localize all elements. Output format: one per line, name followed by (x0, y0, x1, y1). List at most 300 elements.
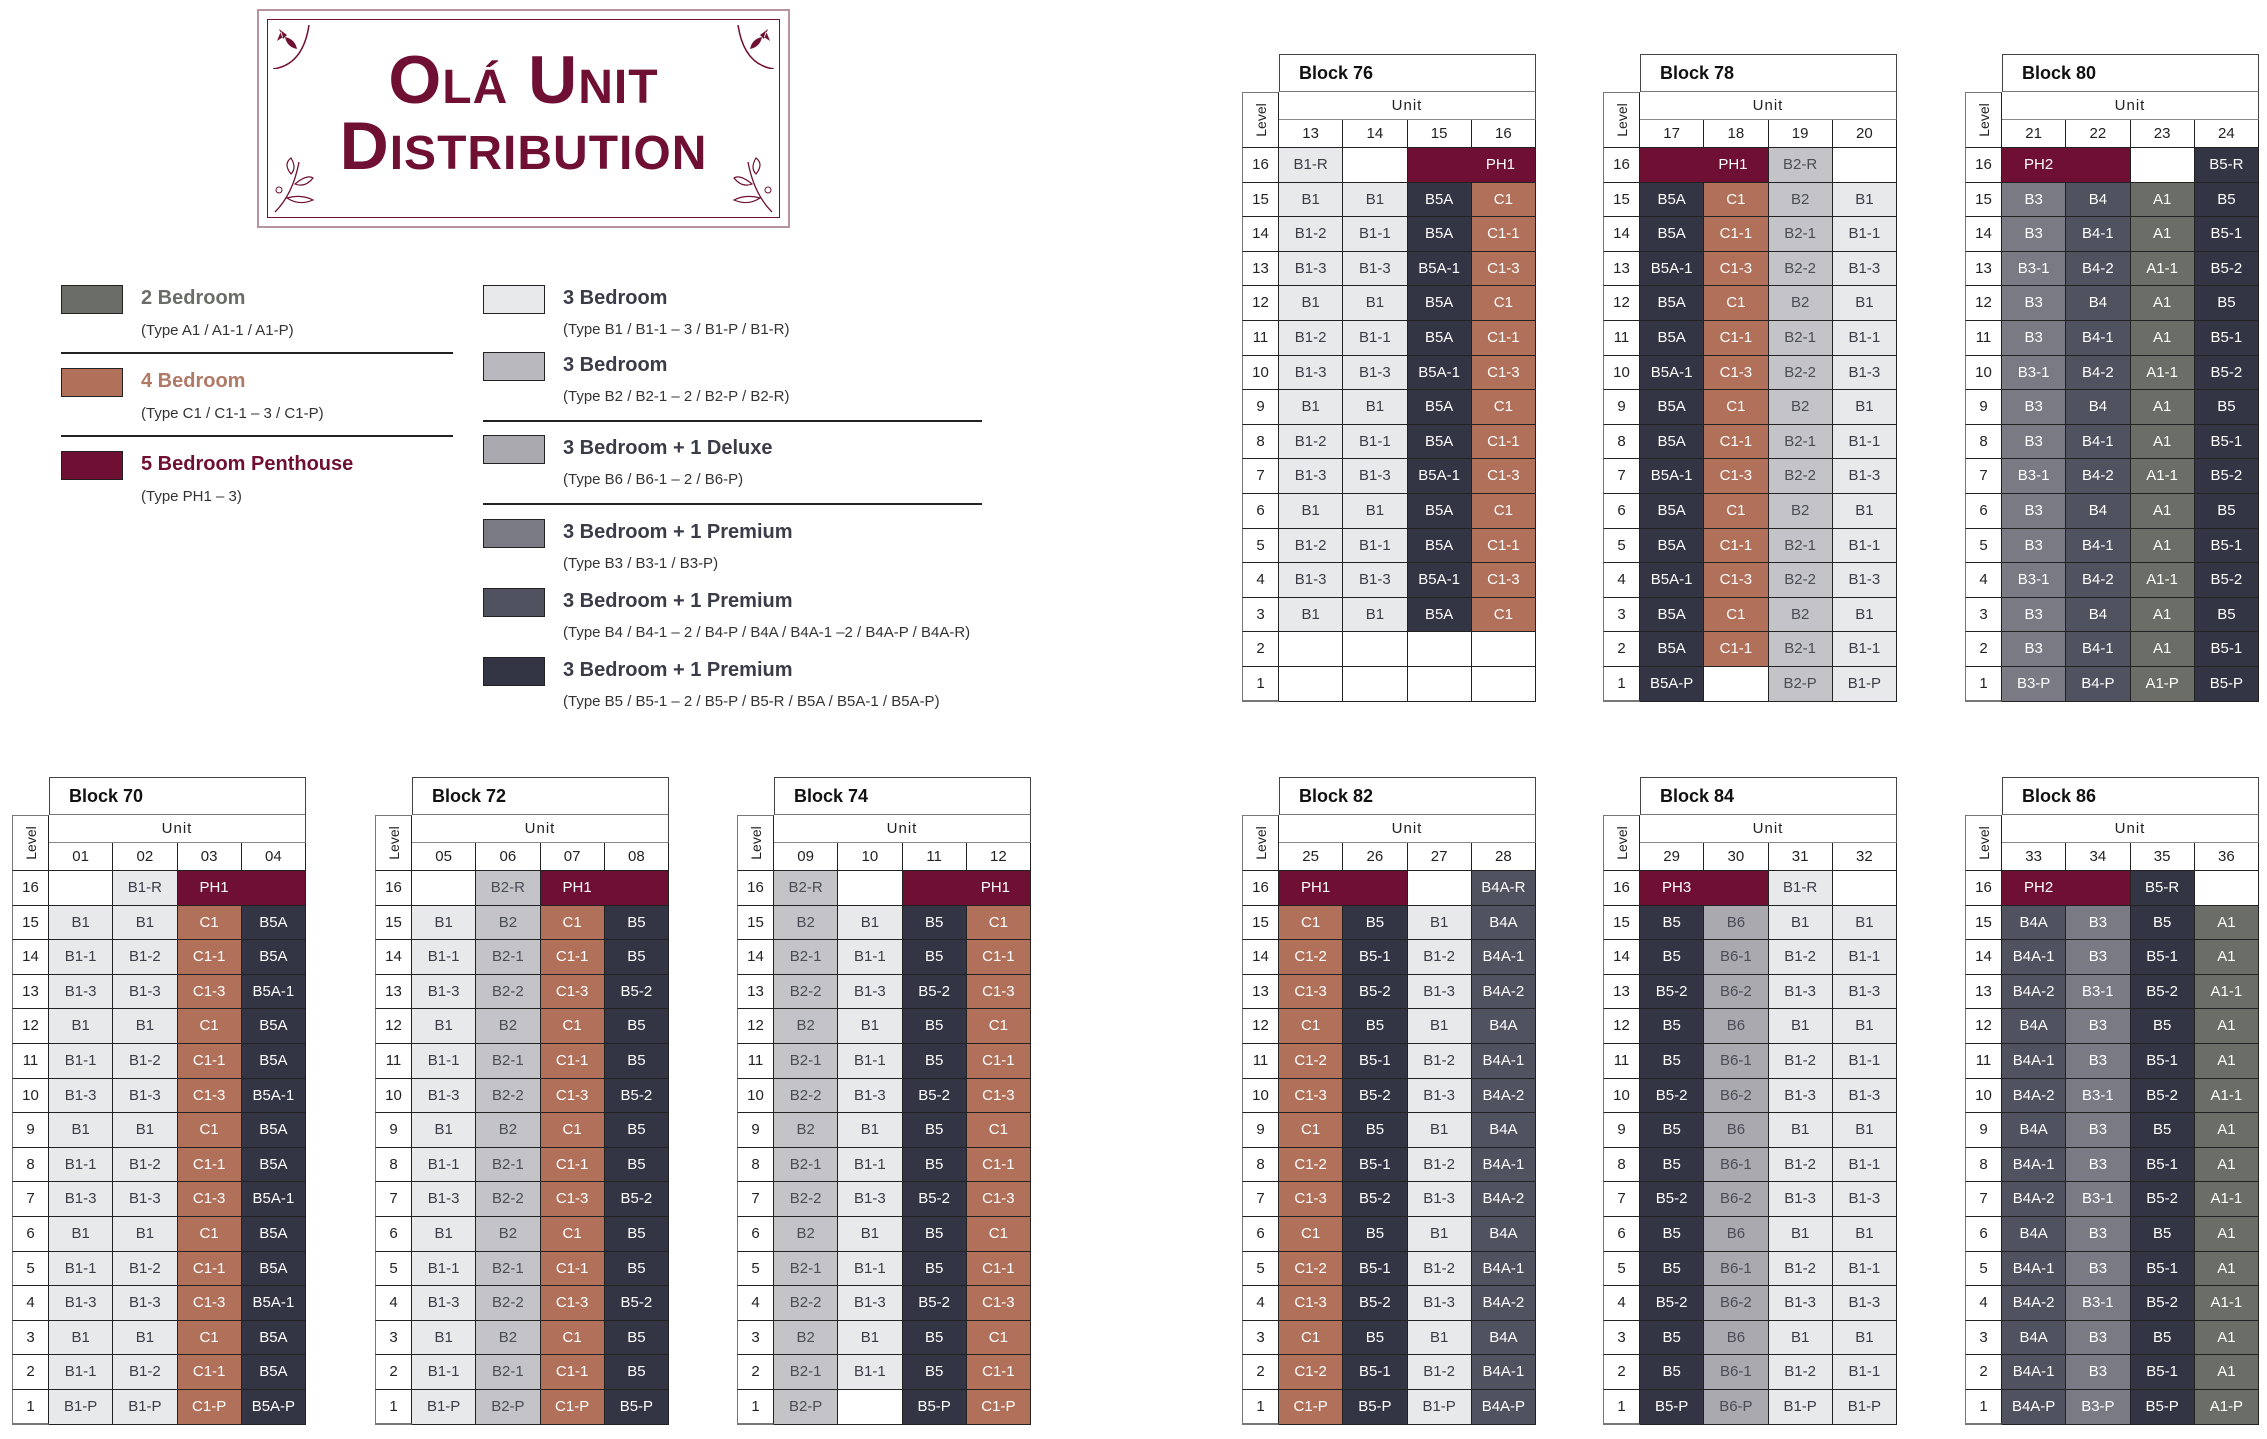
table-row (1965, 1182, 2259, 1217)
level-number: 16 (1603, 148, 1640, 183)
table-row (1603, 632, 1897, 667)
table-row (1965, 632, 2259, 667)
unit-number: 31 (1769, 843, 1833, 871)
unit-cell: B1 (49, 1113, 113, 1148)
unit-cell: B1-1 (49, 1044, 113, 1079)
table-row (375, 1321, 669, 1356)
unit-cell: B1-1 (1343, 217, 1407, 252)
unit-header: Unit (774, 815, 1031, 843)
unit-cell: B3-P (2002, 667, 2066, 702)
unit-cell: B3 (2066, 1009, 2130, 1044)
level-number: 8 (12, 1148, 49, 1183)
title-line-2: Distribution (339, 108, 708, 184)
unit-cell: B5A (1408, 321, 1472, 356)
unit-cell: B5-1 (1343, 1252, 1407, 1287)
unit-cell: B1-1 (1833, 1252, 1897, 1287)
unit-cell: B5 (2195, 183, 2259, 218)
level-number: 6 (1965, 1217, 2002, 1252)
level-number: 12 (1965, 1009, 2002, 1044)
unit-cell: B4A-2 (2002, 1286, 2066, 1321)
table-row (1965, 1148, 2259, 1183)
legend-sub: (Type B4 / B4-1 – 2 / B4-P / B4A / B4A-1 –2 / B4A-P / B4A-R) (563, 624, 971, 641)
table-row (1603, 906, 1897, 941)
unit-cell: B1-2 (113, 1252, 177, 1287)
unit-cell: C1 (1704, 390, 1768, 425)
unit-cell: C1 (1704, 494, 1768, 529)
unit-cell: B6 (1704, 1321, 1768, 1356)
level-number: 11 (12, 1044, 49, 1079)
level-rows (1965, 148, 2259, 702)
table-row (737, 1148, 1031, 1183)
level-number: 12 (1603, 1009, 1640, 1044)
table-row (1242, 1079, 1536, 1114)
unit-cell: B4A (2002, 1009, 2066, 1044)
unit-cell: B5 (605, 1044, 669, 1079)
unit-cell: B5-1 (2131, 1148, 2195, 1183)
level-number: 6 (1242, 494, 1279, 529)
unit-cell: B5 (903, 1217, 967, 1252)
table-row (1603, 494, 1897, 529)
level-number: 4 (1965, 563, 2002, 598)
level-header (1242, 815, 1279, 871)
level-number: 9 (1603, 1113, 1640, 1148)
unit-cell: B1 (412, 1321, 476, 1356)
level-number: 5 (1242, 1252, 1279, 1287)
legend-label: 3 Bedroom (563, 354, 668, 376)
page-title (259, 42, 788, 184)
unit-cell: C1-3 (1279, 1182, 1343, 1217)
level-number: 5 (1603, 529, 1640, 564)
unit-cell: B3 (2002, 494, 2066, 529)
level-header (1965, 92, 2002, 148)
level-rows (1242, 871, 1536, 1425)
unit-number: 34 (2066, 843, 2130, 871)
unit-cell: B1-P (113, 1390, 177, 1425)
level-number: 9 (1603, 390, 1640, 425)
unit-cell: A1 (2131, 632, 2195, 667)
unit-cell: B2 (774, 1009, 838, 1044)
table-row (1603, 321, 1897, 356)
unit-cell: B6-2 (1704, 975, 1768, 1010)
level-number: 11 (375, 1044, 412, 1079)
unit-cell: B5A (242, 940, 306, 975)
block-title: Block 84 (1640, 777, 1897, 815)
legend-label: 5 Bedroom Penthouse (141, 453, 354, 475)
unit-number: 29 (1640, 843, 1704, 871)
level-number: 1 (1603, 1390, 1640, 1425)
unit-cell: B5-2 (1343, 1182, 1407, 1217)
unit-cell: B1-2 (1408, 1044, 1472, 1079)
table-row (1242, 459, 1536, 494)
block-table-block-80 (1965, 54, 2259, 702)
unit-cell: B1 (412, 1113, 476, 1148)
unit-cell: B1 (1279, 598, 1343, 633)
unit-cell: C1-3 (1472, 563, 1536, 598)
level-number: 1 (737, 1390, 774, 1425)
unit-cell: B1-1 (1833, 529, 1897, 564)
unit-cell: B1 (1408, 906, 1472, 941)
unit-cell: B5A (242, 1217, 306, 1252)
unit-header: Unit (1279, 815, 1536, 843)
empty-cell (2195, 871, 2259, 906)
level-number: 5 (1965, 529, 2002, 564)
unit-cell: B1-1 (838, 1355, 902, 1390)
unit-cell: C1-3 (178, 1079, 242, 1114)
unit-cell: B5-2 (2131, 1079, 2195, 1114)
level-number: 6 (1603, 1217, 1640, 1252)
level-number: 6 (737, 1217, 774, 1252)
block-title: Block 76 (1279, 54, 1536, 92)
table-row (1603, 1148, 1897, 1183)
level-number: 10 (1965, 1079, 2002, 1114)
level-number: 13 (1603, 252, 1640, 287)
level-number: 6 (375, 1217, 412, 1252)
unit-number-row (774, 843, 1031, 871)
table-row (1242, 183, 1536, 218)
unit-cell: B5-2 (1343, 1286, 1407, 1321)
unit-cell: B1 (1343, 494, 1407, 529)
table-row (1242, 1286, 1536, 1321)
unit-cell: B1-3 (1769, 975, 1833, 1010)
block-table-block-72 (375, 777, 669, 1425)
unit-cell: B5A-1 (1408, 252, 1472, 287)
unit-cell: B1-3 (49, 1182, 113, 1217)
unit-number: 05 (412, 843, 476, 871)
table-row (1242, 598, 1536, 633)
unit-cell: B5 (1640, 1217, 1704, 1252)
table-row (1965, 148, 2259, 183)
table-row (12, 940, 306, 975)
unit-cell: B1-3 (1408, 1079, 1472, 1114)
table-row (12, 1286, 306, 1321)
unit-cell: B2 (1769, 494, 1833, 529)
level-number: 3 (1603, 1321, 1640, 1356)
unit-cell: B5 (2195, 286, 2259, 321)
block-table-block-78 (1603, 54, 1897, 702)
table-row (375, 1252, 669, 1287)
unit-cell: A1-P (2131, 667, 2195, 702)
unit-header: Unit (412, 815, 669, 843)
unit-cell: A1 (2131, 494, 2195, 529)
unit-cell: C1 (541, 1321, 605, 1356)
unit-cell: C1-1 (1704, 321, 1768, 356)
unit-cell: B5-1 (2195, 321, 2259, 356)
unit-cell: C1 (1704, 598, 1768, 633)
legend-sub: (Type B5 / B5-1 – 2 / B5-P / B5-R / B5A / B5A-1 / B5A-P) (563, 693, 940, 710)
level-number: 15 (1965, 183, 2002, 218)
unit-cell: C1-3 (541, 1182, 605, 1217)
unit-cell: A1 (2195, 1009, 2259, 1044)
unit-cell: C1 (1279, 906, 1343, 941)
unit-cell: C1-3 (1279, 975, 1343, 1010)
level-number: 2 (1603, 1355, 1640, 1390)
level-number: 2 (1965, 1355, 2002, 1390)
unit-cell: C1-1 (541, 1355, 605, 1390)
legend-swatch (61, 368, 123, 397)
level-number: 9 (1965, 390, 2002, 425)
table-row (12, 871, 306, 906)
unit-number-row (1640, 843, 1897, 871)
unit-cell: B5A (1640, 598, 1704, 633)
level-number: 2 (1965, 632, 2002, 667)
level-header (737, 815, 774, 871)
unit-cell: B3-1 (2002, 459, 2066, 494)
unit-number: 28 (1472, 843, 1536, 871)
unit-cell: C1-1 (178, 1148, 242, 1183)
unit-cell: A1 (2195, 1321, 2259, 1356)
unit-cell: C1 (541, 1217, 605, 1252)
level-number: 6 (1965, 494, 2002, 529)
level-number: 9 (12, 1113, 49, 1148)
unit-cell: B1-3 (1833, 1079, 1897, 1114)
unit-cell: B5A (1408, 494, 1472, 529)
block-table-block-74 (737, 777, 1031, 1425)
unit-number-row (2002, 120, 2259, 148)
unit-cell: B2-P (1769, 667, 1833, 702)
unit-cell: B1-3 (49, 975, 113, 1010)
unit-cell: B5 (1640, 940, 1704, 975)
empty-cell (1833, 871, 1897, 906)
table-row (1603, 1252, 1897, 1287)
unit-number: 21 (2002, 120, 2066, 148)
unit-cell: B4A-P (2002, 1390, 2066, 1425)
table-row (1242, 1355, 1536, 1390)
unit-cell: B4-1 (2066, 217, 2130, 252)
unit-number: 16 (1472, 120, 1536, 148)
level-number: 16 (1965, 148, 2002, 183)
table-row (1603, 286, 1897, 321)
unit-cell: B1 (838, 1217, 902, 1252)
unit-cell: B6 (1704, 1217, 1768, 1252)
unit-cell: B1-2 (1769, 1355, 1833, 1390)
level-header (375, 815, 412, 871)
unit-cell: C1-1 (541, 1044, 605, 1079)
unit-cell: B5 (2195, 598, 2259, 633)
table-row (12, 906, 306, 941)
unit-cell: B2-2 (476, 1286, 540, 1321)
table-row (1242, 217, 1536, 252)
unit-cell: B1 (49, 906, 113, 941)
legend-swatch (483, 519, 545, 548)
unit-cell: B4A-1 (2002, 1044, 2066, 1079)
empty-cell (838, 1390, 902, 1425)
level-number: 5 (737, 1252, 774, 1287)
table-row (1965, 425, 2259, 460)
level-number: 2 (375, 1355, 412, 1390)
unit-cell: B1 (1408, 1217, 1472, 1252)
unit-cell: A1-1 (2131, 252, 2195, 287)
table-row (1603, 217, 1897, 252)
unit-cell: B5 (1343, 1321, 1407, 1356)
unit-cell: B1 (1833, 1009, 1897, 1044)
unit-cell: B3 (2002, 183, 2066, 218)
unit-cell: B1-2 (113, 1148, 177, 1183)
level-number: 10 (1603, 1079, 1640, 1114)
unit-cell: B2-1 (774, 1355, 838, 1390)
empty-cell (1704, 667, 1768, 702)
table-row (375, 871, 669, 906)
level-number: 15 (1242, 183, 1279, 218)
unit-cell: C1-2 (1279, 1148, 1343, 1183)
table-row (375, 1044, 669, 1079)
unit-number: 33 (2002, 843, 2066, 871)
unit-cell: A1 (2195, 1252, 2259, 1287)
unit-cell: B1-3 (1833, 356, 1897, 391)
block-table-block-82 (1242, 777, 1536, 1425)
legend-divider (483, 420, 982, 422)
unit-cell: B5 (605, 1321, 669, 1356)
unit-cell: B1 (49, 1321, 113, 1356)
unit-cell: C1-1 (178, 1355, 242, 1390)
unit-cell: B5 (1640, 1321, 1704, 1356)
level-rows (12, 871, 306, 1425)
level-number: 11 (1242, 321, 1279, 356)
unit-cell: B1-3 (1343, 459, 1407, 494)
level-number: 7 (1603, 1182, 1640, 1217)
unit-cell: B5 (605, 1009, 669, 1044)
table-row (375, 1148, 669, 1183)
unit-cell: B1-3 (838, 1286, 902, 1321)
block-table-block-70 (12, 777, 306, 1425)
unit-cell: C1-2 (1279, 1044, 1343, 1079)
unit-cell: B1-3 (1279, 459, 1343, 494)
unit-cell: B1-1 (1343, 321, 1407, 356)
unit-cell: B5A (242, 1113, 306, 1148)
unit-cell: B2-1 (774, 1252, 838, 1287)
unit-number: 13 (1279, 120, 1343, 148)
table-row (737, 1390, 1031, 1425)
table-row (737, 1079, 1031, 1114)
table-row (1242, 632, 1536, 667)
table-row (1603, 975, 1897, 1010)
unit-cell: C1 (967, 1113, 1031, 1148)
table-row (737, 1286, 1031, 1321)
level-number: 14 (737, 940, 774, 975)
level-number: 14 (1965, 940, 2002, 975)
unit-cell: B2-2 (476, 1079, 540, 1114)
unit-cell: B2-1 (476, 1148, 540, 1183)
table-row (1603, 667, 1897, 702)
unit-cell: B5-2 (903, 1079, 967, 1114)
unit-cell: B4 (2066, 598, 2130, 633)
unit-cell: B3 (2002, 598, 2066, 633)
level-number: 13 (1242, 975, 1279, 1010)
unit-cell: B6-1 (1704, 1252, 1768, 1287)
unit-cell: C1-3 (967, 975, 1031, 1010)
table-row (1965, 529, 2259, 564)
unit-cell: B2-1 (1769, 321, 1833, 356)
unit-cell: B1 (412, 906, 476, 941)
level-header (12, 815, 49, 871)
unit-cell: B1-2 (113, 1044, 177, 1079)
unit-cell: B1-3 (1833, 975, 1897, 1010)
unit-cell: B3-1 (2066, 1286, 2130, 1321)
level-number: 3 (1242, 1321, 1279, 1356)
unit-cell: B1 (49, 1217, 113, 1252)
unit-cell: B4A-1 (2002, 1355, 2066, 1390)
level-number: 13 (12, 975, 49, 1010)
unit-cell: B1 (1769, 1113, 1833, 1148)
unit-cell: B5A (1408, 390, 1472, 425)
level-number: 2 (1242, 1355, 1279, 1390)
table-row (1603, 390, 1897, 425)
level-number: 2 (737, 1355, 774, 1390)
table-row (1965, 1217, 2259, 1252)
table-row (1603, 1009, 1897, 1044)
table-row (1603, 459, 1897, 494)
unit-cell: B1-3 (412, 1182, 476, 1217)
table-row (1603, 871, 1897, 906)
level-number: 6 (1603, 494, 1640, 529)
unit-cell: B5-2 (1640, 1286, 1704, 1321)
level-number: 9 (375, 1113, 412, 1148)
table-row (1965, 1321, 2259, 1356)
level-number: 15 (1603, 906, 1640, 941)
unit-cell: C1-1 (178, 940, 242, 975)
unit-cell: C1 (1472, 598, 1536, 633)
table-row (1242, 1252, 1536, 1287)
unit-cell: C1-3 (178, 975, 242, 1010)
unit-cell: B3-P (2066, 1390, 2130, 1425)
unit-cell: B1-1 (1833, 1148, 1897, 1183)
unit-cell: B2-2 (774, 1182, 838, 1217)
unit-cell: B4A-1 (1472, 1252, 1536, 1287)
level-header (1965, 815, 2002, 871)
level-number: 12 (737, 1009, 774, 1044)
empty-cell (1408, 667, 1472, 702)
unit-cell: C1 (178, 1217, 242, 1252)
legend-label: 3 Bedroom + 1 Premium (563, 521, 793, 543)
unit-cell: B2-1 (774, 940, 838, 975)
legend-sub: (Type A1 / A1-1 / A1-P) (141, 322, 294, 339)
unit-cell: B2-2 (774, 1286, 838, 1321)
unit-cell: B5A-1 (242, 1286, 306, 1321)
unit-cell: B5A (242, 1009, 306, 1044)
unit-number: 14 (1343, 120, 1407, 148)
table-row (1965, 975, 2259, 1010)
level-number: 14 (375, 940, 412, 975)
level-number: 12 (1965, 286, 2002, 321)
level-number: 2 (1242, 632, 1279, 667)
table-row (375, 906, 669, 941)
unit-cell: C1-1 (1704, 632, 1768, 667)
legend-swatch (483, 352, 545, 381)
unit-cell: B5 (903, 1252, 967, 1287)
unit-cell: B1-1 (49, 1252, 113, 1287)
unit-cell: C1-3 (1472, 252, 1536, 287)
unit-cell: B5-2 (2131, 1286, 2195, 1321)
level-number: 10 (1242, 1079, 1279, 1114)
unit-cell: C1-3 (541, 1079, 605, 1114)
level-number: 7 (1242, 459, 1279, 494)
table-row (1603, 148, 1897, 183)
block-title: Block 70 (49, 777, 306, 815)
unit-cell: B5 (1640, 1252, 1704, 1287)
legend-swatch (483, 435, 545, 464)
unit-cell: B2-1 (476, 1044, 540, 1079)
unit-cell: B5-2 (2195, 252, 2259, 287)
legend-swatch (61, 451, 123, 480)
block-table-block-84 (1603, 777, 1897, 1425)
table-row (1242, 494, 1536, 529)
unit-cell: B4A-2 (2002, 1182, 2066, 1217)
unit-cell: B5A (1640, 183, 1704, 218)
unit-cell: B5A (1640, 632, 1704, 667)
table-row (1965, 906, 2259, 941)
unit-cell: B1-1 (1343, 425, 1407, 460)
unit-cell: A1-1 (2131, 356, 2195, 391)
unit-cell: C1-1 (1472, 529, 1536, 564)
